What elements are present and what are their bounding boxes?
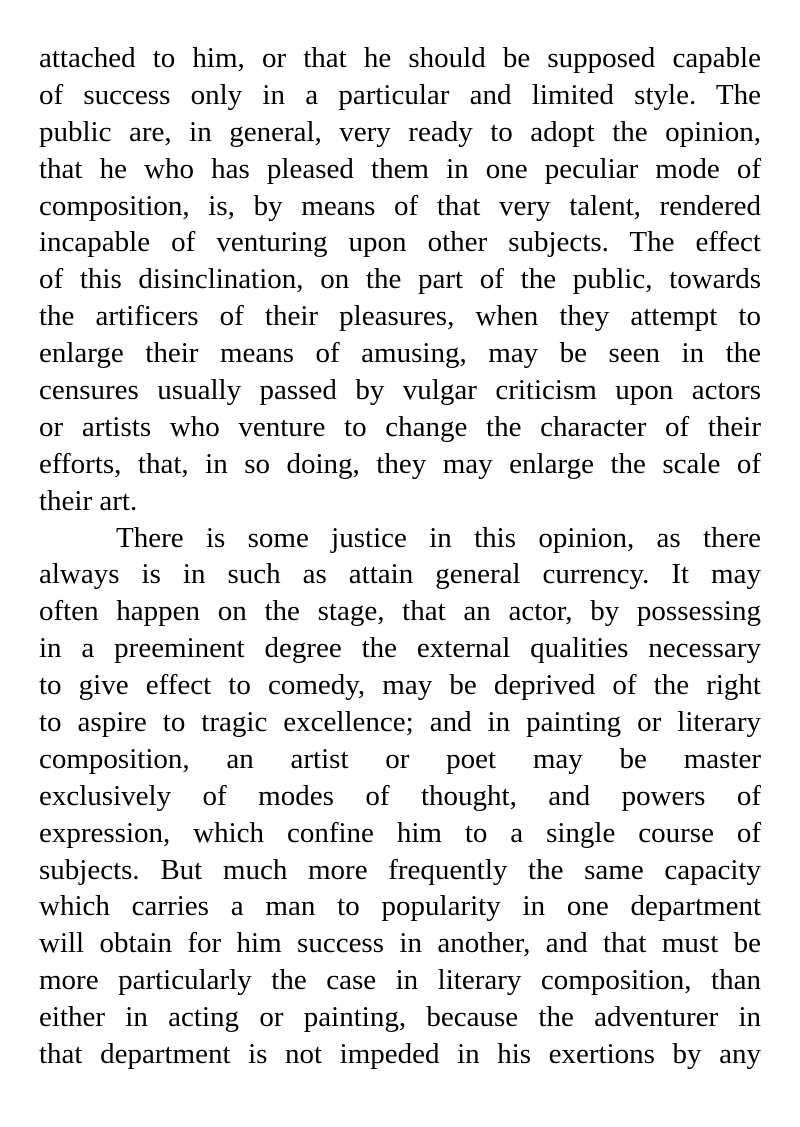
text-line: will obtain for him success in another, and that must be	[39, 927, 761, 960]
text-line: public are, in general, very ready to adopt the opinion,	[39, 115, 761, 148]
text-line: subjects. But much more frequently the same capacity	[39, 853, 761, 886]
text-line: which carries a man to popularity in one department	[39, 890, 761, 923]
text-line: of this disinclination, on the part of the public, towards	[39, 263, 761, 296]
text-line: their art.	[39, 484, 138, 517]
paragraph-1	[39, 40, 761, 520]
text-line: that he who has pleased them in one peculiar mode of	[39, 152, 761, 185]
text-line: There is some justice in this opinion, as there	[116, 521, 761, 554]
text-line: attached to him, or that he should be supposed capable	[39, 42, 761, 74]
text-line: more particularly the case in literary composition, than	[39, 964, 761, 997]
text-line: incapable of venturing upon other subjects. The effect	[39, 226, 761, 259]
text-line: to aspire to tragic excellence; and in painting or literary	[39, 706, 761, 739]
text-line: that department is not impeded in his exertions by any	[39, 1038, 761, 1071]
text-line: censures usually passed by vulgar criticism upon actors	[39, 374, 761, 407]
page-text	[39, 40, 761, 1073]
text-line: composition, an artist or poet may be master	[39, 742, 761, 775]
text-line: composition, is, by means of that very talent, rendered	[39, 189, 761, 222]
text-line: expression, which confine him to a single course of	[39, 816, 761, 849]
text-line: to give effect to comedy, may be deprived of the right	[39, 669, 761, 702]
text-line: often happen on the stage, that an actor, by possessing	[39, 595, 761, 628]
text-line: in a preeminent degree the external qualities necessary	[39, 632, 761, 665]
paragraph-2	[39, 520, 761, 1073]
text-line: the artificers of their pleasures, when they attempt to	[39, 300, 761, 333]
text-line: of success only in a particular and limited style. The	[39, 78, 761, 111]
text-line: efforts, that, in so doing, they may enlarge the scale of	[39, 447, 761, 480]
text-line: or artists who venture to change the character of their	[39, 410, 761, 443]
text-line: always is in such as attain general currency. It may	[39, 558, 761, 591]
text-line: enlarge their means of amusing, may be seen in the	[39, 337, 761, 370]
text-line: exclusively of modes of thought, and powers of	[39, 779, 761, 812]
text-line: either in acting or painting, because the adventurer in	[39, 1001, 761, 1034]
